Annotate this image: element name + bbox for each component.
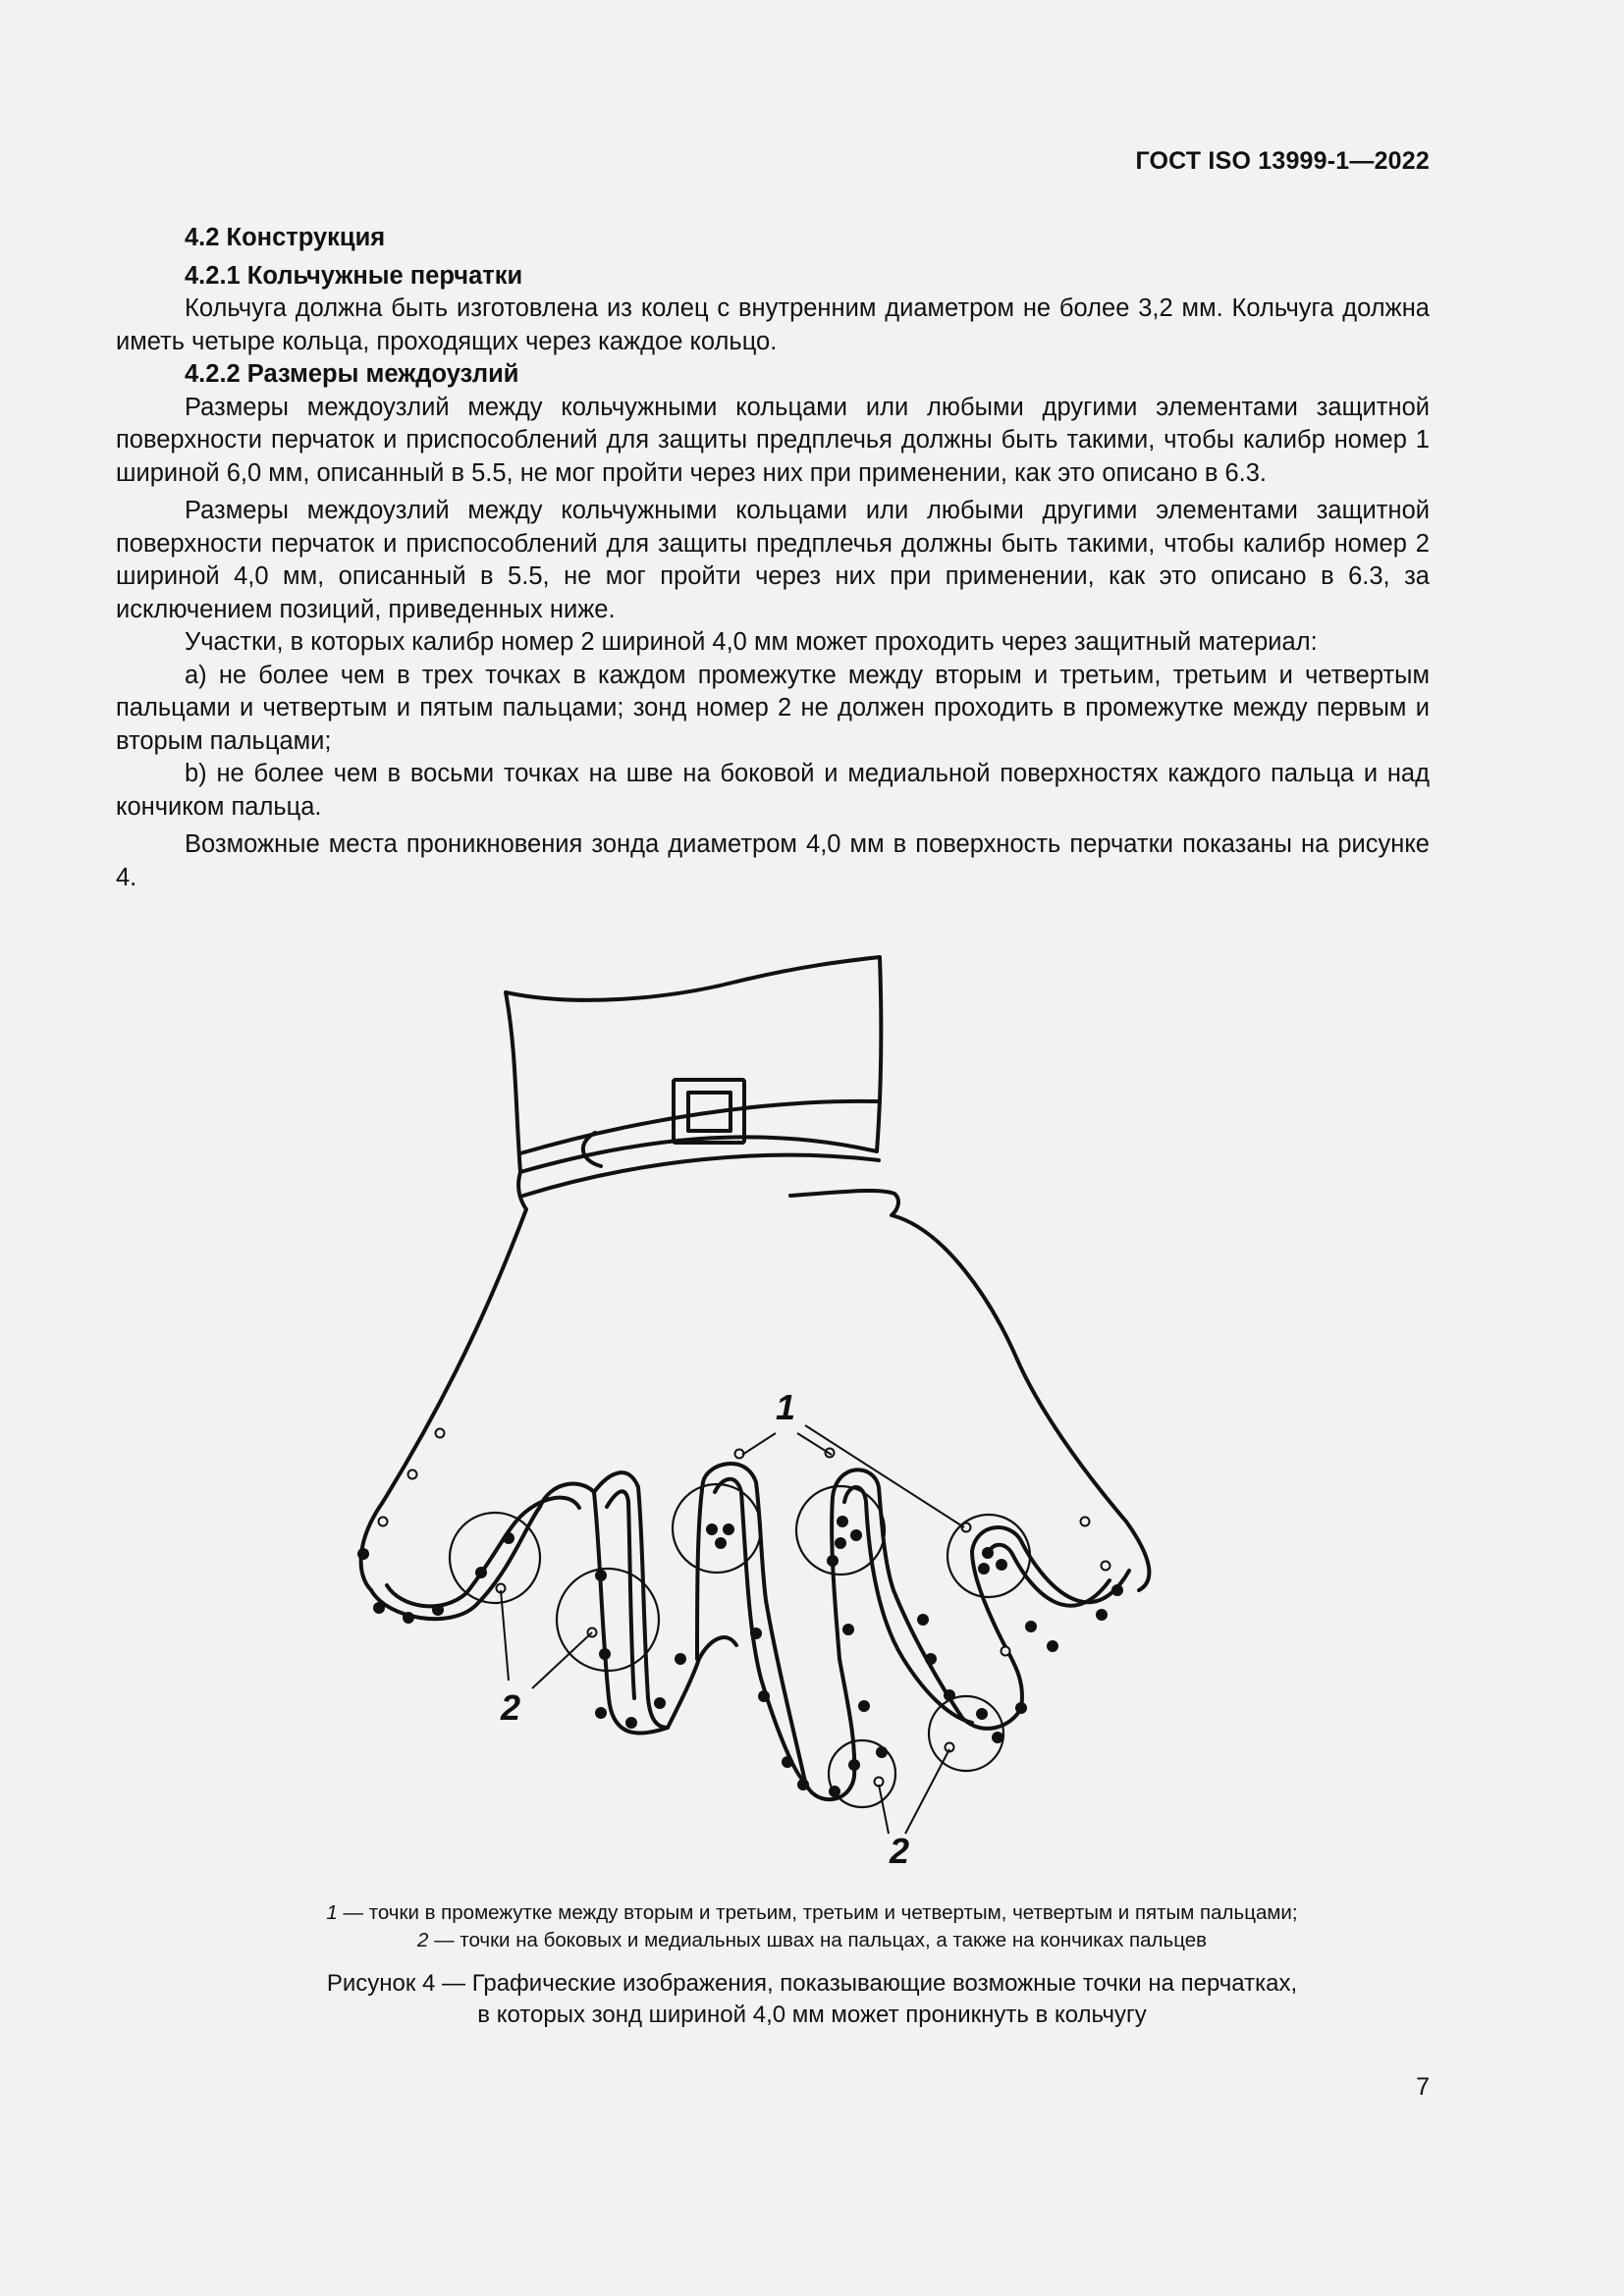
legend-item-2: 2 — точки на боковых и медиальных швах на пальцах, а также на кончиках пальцев (417, 1929, 1207, 1951)
hand-left-contour (361, 1172, 526, 1590)
paragraph-chainmail: Кольчуга должна быть изготовлена из колец с внутренним диаметром не более 3,2 мм. Кольчуга должна иметь четыре кольца, проходящих через каждое кольцо. (116, 294, 1430, 355)
wrist-band-fold (583, 1133, 601, 1166)
subsection-title-chainmail: 4.2.1 Кольчужные перчатки (185, 261, 523, 290)
zone-circle (929, 1696, 1003, 1771)
glove-illustration (344, 952, 1208, 1885)
list-item-a: a) не более чем в трех точках в каждом промежутке между вторым и третьим, третьим и четвертым пальцами и четвертым и пятым пальцами; зонд номер 2 не должен проходить в промежутке между первым и вторым пальцами; (116, 661, 1430, 755)
figure-label-2-left: 2 (501, 1687, 521, 1728)
figure-label-1: 1 (776, 1387, 796, 1427)
figure-glove (344, 952, 1208, 1885)
list-item-b: b) не более чем в восьми точках на шве на боковой и медиальной поверхностях каждого пальца и над кончиком пальца. (116, 760, 1430, 821)
caption-line-2: в которых зонд шириной 4,0 мм может проникнуть в кольчугу (477, 2002, 1147, 2028)
wrist-band-lower (523, 1155, 879, 1196)
page-number: 7 (1416, 2073, 1430, 2101)
figure-caption (0, 1968, 1624, 2031)
zone-circle (796, 1486, 885, 1575)
figure-label-2-bottom: 2 (890, 1831, 910, 1871)
figure-legend (0, 1899, 1624, 1954)
caption-line-1: Рисунок 4 — Графические изображения, показывающие возможные точки на перчатках, (326, 1970, 1298, 1997)
paragraph-figure-ref: Возможные места проникновения зонда диаметром 4,0 мм в поверхность перчатки показаны на рисунке 4. (116, 830, 1430, 891)
wrist-band-upper (520, 1101, 877, 1153)
document-standard-header: ГОСТ ISO 13999-1—2022 (1135, 147, 1430, 175)
finger-inner-5 (987, 1545, 1110, 1606)
zone-circle (450, 1513, 540, 1603)
legend-item-1: 1 — точки в промежутке между вторым и третьим, третьим и четвертым, четвертым и пятым пальцами; (326, 1901, 1298, 1924)
paragraph-mesh-1: Размеры междоузлий между кольчужными кольцами или любыми другими элементами защитной поверхности перчаток и приспособлений для защиты предплечья должны быть такими, чтобы калибр номер 1 шириной 6,0 мм, описанный в 5.5, не мог пройти через них при применении, как это описано в 6.3. (116, 393, 1430, 487)
section-content (116, 222, 1430, 894)
finger-middle-left (697, 1464, 1129, 1799)
finger-inner-4 (844, 1487, 972, 1723)
finger-1 (371, 1484, 736, 1734)
paragraph-areas: Участки, в которых калибр номер 2 шириной 4,0 мм может проходить через защитный материал: (185, 628, 1318, 656)
subsection-title-mesh: 4.2.2 Размеры междоузлий (185, 360, 519, 388)
glove-cuff (506, 957, 881, 1172)
paragraph-mesh-2: Размеры междоузлий между кольчужными кольцами или любыми другими элементами защитной поверхности перчаток и приспособлений для защиты предплечья должны быть такими, чтобы калибр номер 2 шириной 4,0 мм, описанный в 5.5, не мог пройти через них при применении, как это описано в 6.3, за исключением позиций, приведенных ниже. (116, 497, 1430, 623)
finger-inner-2 (607, 1491, 634, 1698)
section-title: 4.2 Конструкция (185, 224, 386, 251)
